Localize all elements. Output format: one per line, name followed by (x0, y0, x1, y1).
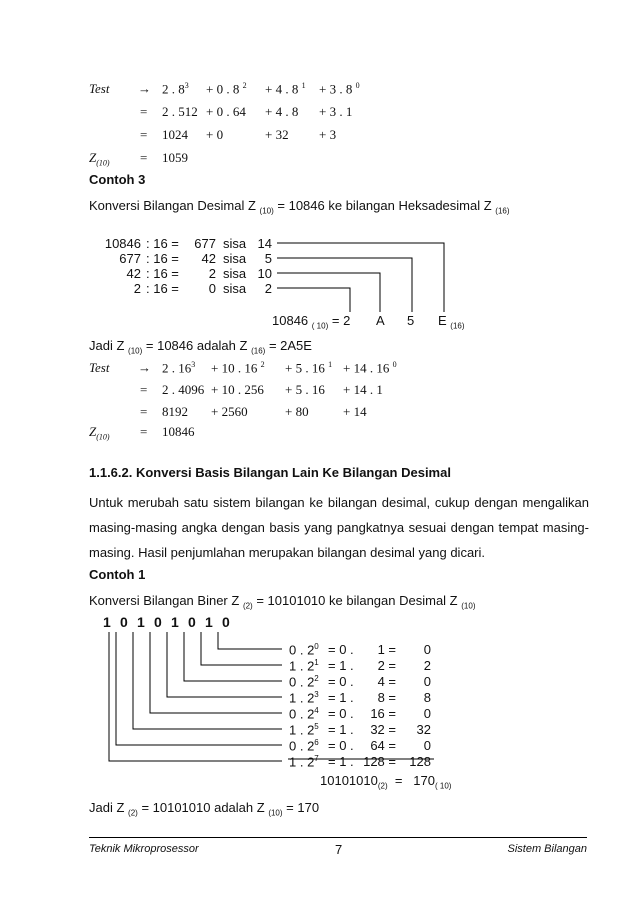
row-result: 0 (423, 706, 431, 721)
term: + 0 . 8 $^2$ (206, 81, 247, 97)
divisor: : 16 = (146, 281, 179, 296)
row-result: 0 (423, 674, 431, 689)
row-result: 2 (423, 658, 431, 673)
paragraph-last-line: masing. Hasil penjumlahan merupakan bilangan desimal yang dicari. (89, 545, 485, 560)
term: + 3 . 8 $^0$ (319, 81, 360, 97)
dividend: 2 (133, 281, 141, 296)
digit-times: = 1 . (328, 722, 354, 737)
arrow-symbol: → (138, 360, 151, 375)
digit-power: 0 . $2^2$ (289, 674, 319, 690)
quotient: 2 (208, 266, 216, 281)
term: 2 . 4096 (162, 382, 205, 397)
contoh1-conclusion: Jadi Z $_{(2)}$ = 10101010 adalah Z $_{(10)}$ = 170 (89, 800, 320, 818)
term: + 4 . 8 $^1$ (265, 81, 306, 97)
power-value: 32 = (370, 722, 396, 737)
digit-power: 1 . $2^1$ (289, 658, 319, 674)
power-value: 16 = (370, 706, 396, 721)
digit-times: = 0 . (328, 706, 354, 721)
digit-power: 1 . $2^5$ (289, 722, 319, 738)
test-label: Test (89, 360, 110, 375)
divisor: : 16 = (146, 236, 179, 251)
row-result: 32 (416, 722, 431, 737)
hex-digit: 5 (407, 313, 415, 328)
row-result: 8 (423, 690, 431, 705)
term: + 0 (206, 127, 224, 142)
power-value: 4 = (377, 674, 396, 689)
digit-power: 1 . $2^7$ (289, 754, 319, 770)
footer-rule (89, 837, 587, 838)
page-number: 7 (335, 842, 343, 857)
term: 2 . $8^3$ (162, 81, 189, 97)
digit-power: 0 . $2^0$ (289, 642, 319, 658)
term: + 3 (319, 127, 337, 142)
equals-sign: = (140, 424, 148, 439)
digit-power: 0 . $2^6$ (289, 738, 319, 754)
footer-right: Sistem Bilangan (507, 843, 587, 855)
contoh3-conclusion: Jadi Z $_{(10)}$ = 10846 adalah Z $_{(16)}$ = 2A5E (89, 338, 312, 356)
contoh1-heading: Contoh 1 (89, 567, 146, 582)
divisor: : 16 = (146, 266, 179, 281)
quotient: 42 (201, 251, 216, 266)
term: + 5 . 16 (285, 382, 325, 397)
term: + 32 (265, 127, 289, 142)
equals-sign: = (140, 150, 148, 165)
term: + 0 . 64 (206, 104, 246, 119)
term: 2 . 512 (162, 104, 198, 119)
arrow-symbol: → (138, 81, 151, 96)
term: + 10 . 16 $^2$ (211, 360, 265, 376)
digit-power: 1 . $2^3$ (289, 690, 319, 706)
quotient: 0 (208, 281, 216, 296)
remainder: 2 (264, 281, 272, 296)
bit: 1 (171, 614, 179, 630)
digit-times: = 0 . (328, 674, 354, 689)
contoh3-intro: Konversi Bilangan Desimal Z $_{(10)}$ = 10846 ke bilangan Heksadesimal Z $_{(16)}$ (89, 198, 510, 216)
digit-times: = 1 . (328, 658, 354, 673)
bit: 0 (222, 614, 230, 630)
term: + 10 . 256 (211, 382, 264, 397)
result-number: 10846 $_{( 10)}$ = 2 (272, 313, 351, 331)
bit: 0 (188, 614, 196, 630)
sisa-label: sisa (223, 251, 247, 266)
equals-sign: = (140, 404, 148, 419)
section-heading: 1.1.6.2. Konversi Basis Bilangan Lain Ke Bilangan Desimal (89, 465, 451, 480)
sisa-label: sisa (223, 266, 247, 281)
dividend: 10846 (104, 236, 141, 251)
term: + 14 . 1 (343, 382, 383, 397)
digit-times: = 0 . (328, 738, 354, 753)
quotient: 677 (194, 236, 216, 251)
remainder: 5 (264, 251, 272, 266)
term: 2 . $16^3$ (162, 360, 196, 376)
equals-sign: = (140, 382, 148, 397)
term: + 4 . 8 (265, 104, 299, 119)
hex-digit: A (376, 313, 385, 328)
sisa-label: sisa (223, 281, 247, 296)
dividend: 42 (126, 266, 141, 281)
power-value: 2 = (377, 658, 396, 673)
power-value: 8 = (377, 690, 396, 705)
term: + 14 . 16 $^0$ (343, 360, 397, 376)
z-value: 10846 (162, 424, 195, 439)
digit-times: = 0 . (328, 642, 354, 657)
z-label: $Z_{(10)}$ (89, 424, 110, 442)
z-label: $Z_{(10)}$ (89, 150, 110, 168)
term: + 80 (285, 404, 309, 419)
remainder: 14 (257, 236, 272, 251)
paragraph-text: Untuk merubah satu sistem bilangan ke bilangan desimal, cukup dengan mengalikan masing-masing angka dengan basis yang pangkatnya sesuai dengan tempat masing- (89, 495, 589, 535)
term: 8192 (162, 404, 188, 419)
term: + 5 . 16 $^1$ (285, 360, 333, 376)
bit: 1 (103, 614, 111, 630)
term: + 14 (343, 404, 367, 419)
bit: 0 (154, 614, 162, 630)
hex-digit: E $_{(16)}$ (438, 313, 465, 331)
term: + 3 . 1 (319, 104, 353, 119)
contoh1-intro: Konversi Bilangan Biner Z $_{(2)}$ = 10101010 ke bilangan Desimal Z $_{(10)}$ (89, 593, 476, 611)
test-label: Test (89, 81, 110, 96)
bit: 0 (120, 614, 128, 630)
contoh3-heading: Contoh 3 (89, 172, 146, 187)
bit: 1 (137, 614, 145, 630)
equals-sign: = (140, 104, 148, 119)
dividend: 677 (119, 251, 141, 266)
term: 1024 (162, 127, 188, 142)
remainder: 10 (257, 266, 272, 281)
row-result: 128 (409, 754, 431, 769)
equals-sign: = (140, 127, 148, 142)
digit-power: 0 . $2^4$ (289, 706, 319, 722)
digit-times: = 1 . (328, 754, 354, 769)
row-result: 0 (423, 738, 431, 753)
power-value: 1 = (377, 642, 396, 657)
bit: 1 (205, 614, 213, 630)
z-value: 1059 (162, 150, 188, 165)
power-value: 64 = (370, 738, 396, 753)
divisor: : 16 = (146, 251, 179, 266)
digit-times: = 1 . (328, 690, 354, 705)
sisa-label: sisa (223, 236, 247, 251)
power-value: 128 = (363, 754, 396, 769)
footer-left: Teknik Mikroprosessor (89, 843, 199, 855)
binary-total-line: $10101010_{(2)}$ = $170_{( 10)}$ (320, 773, 452, 791)
term: + 2560 (211, 404, 248, 419)
row-result: 0 (423, 642, 431, 657)
